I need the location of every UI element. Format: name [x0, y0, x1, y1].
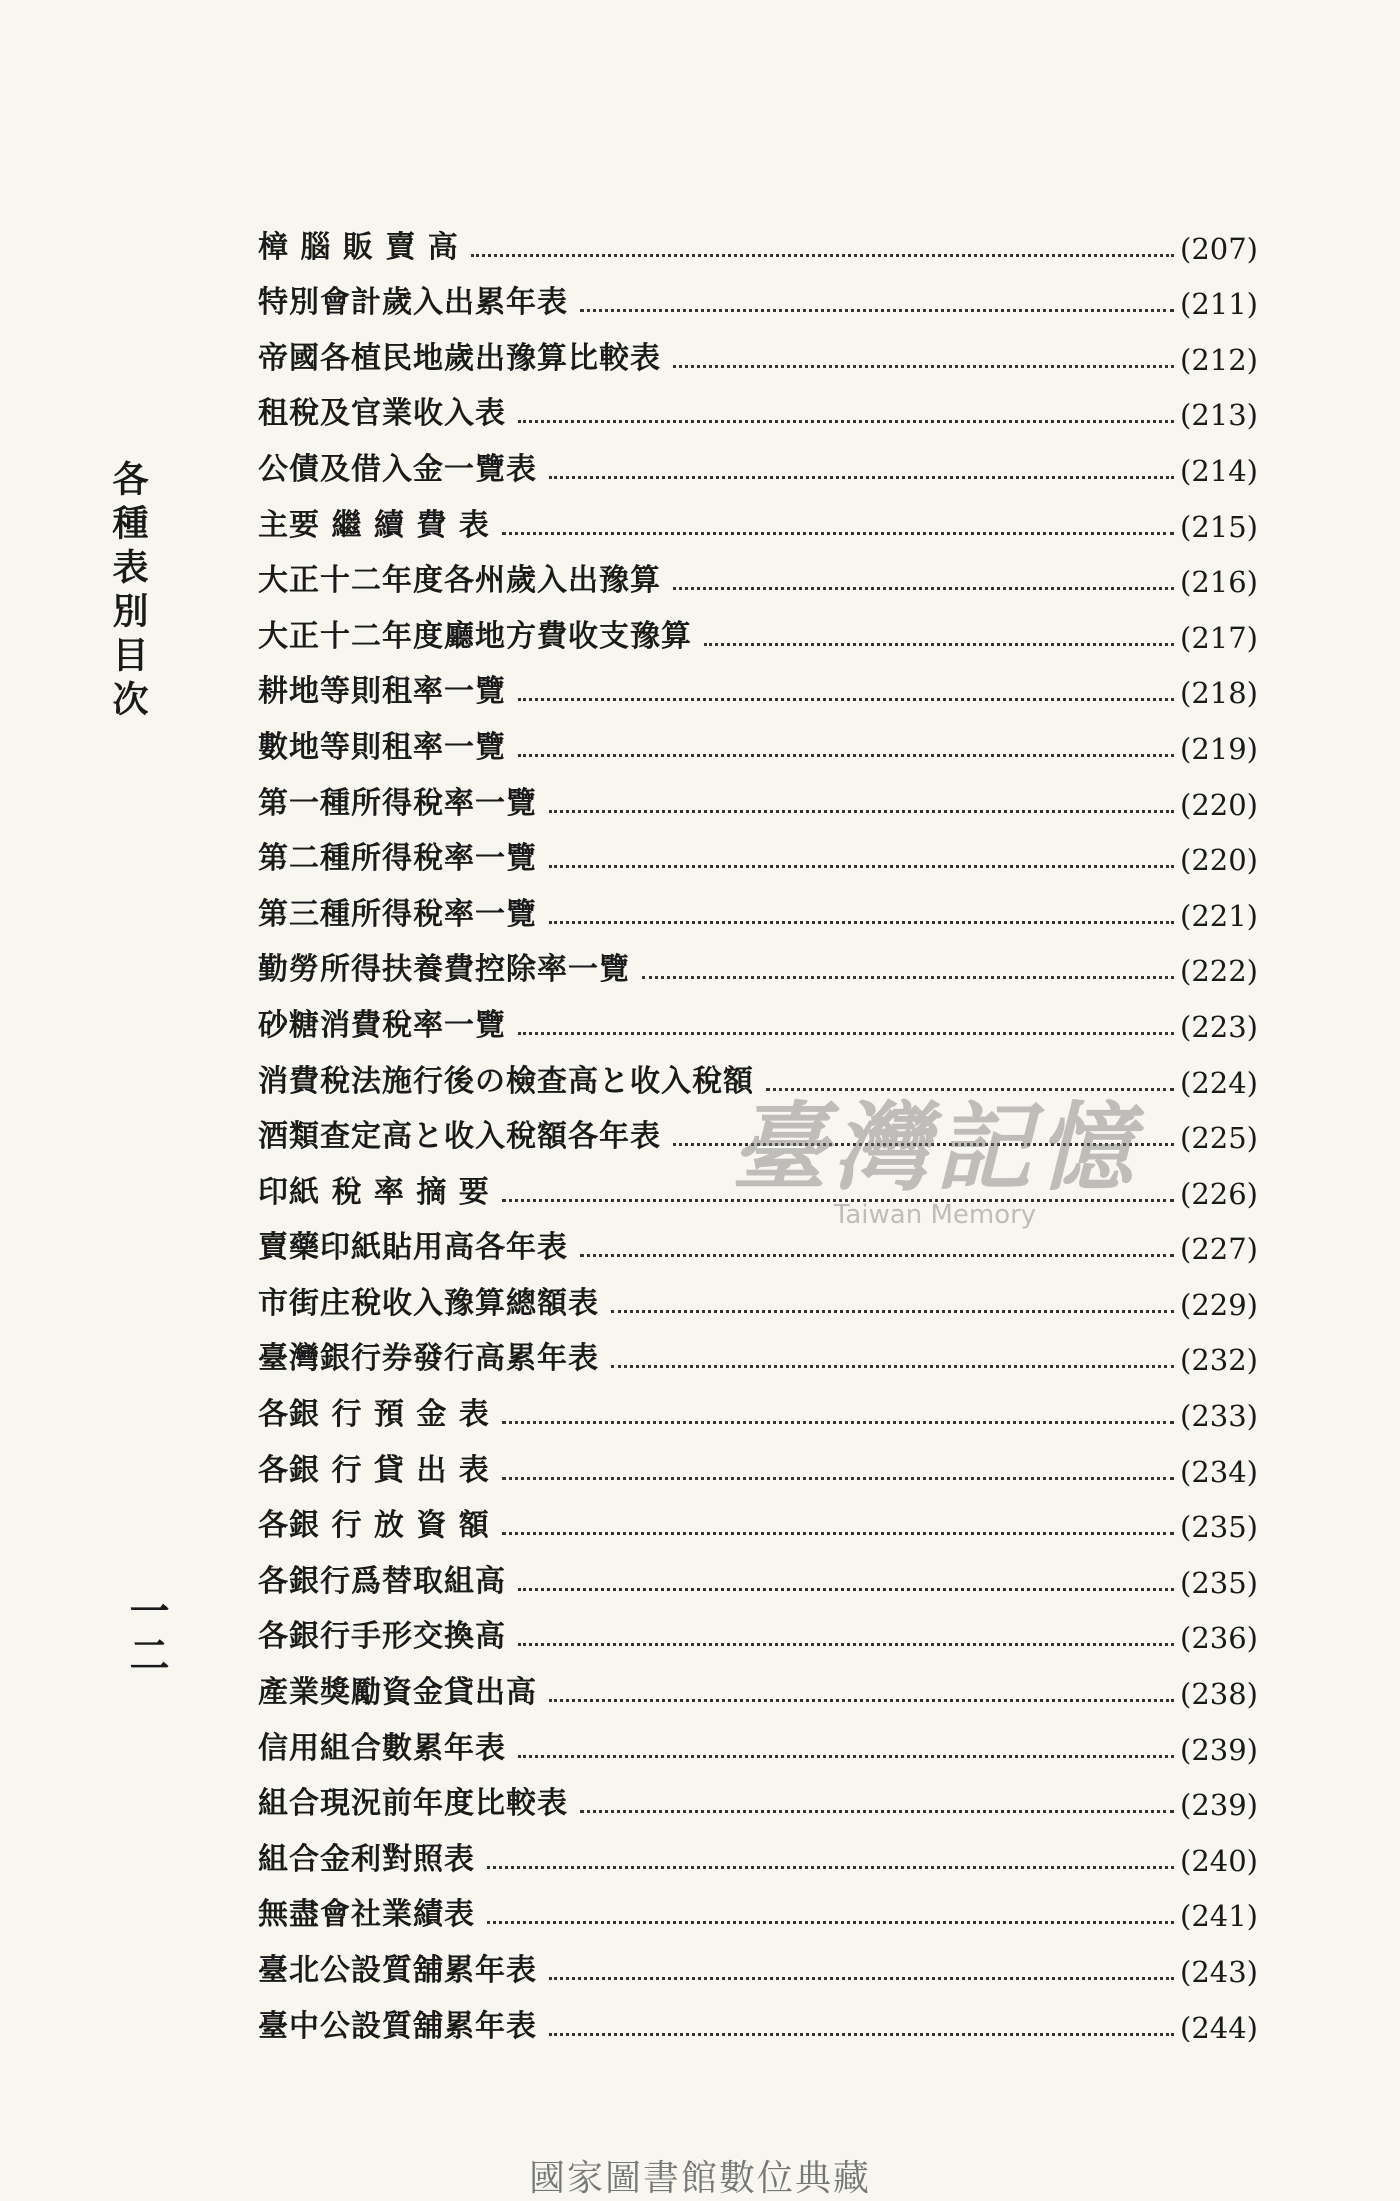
- dot-leader: [580, 1254, 1174, 1257]
- dot-leader: [549, 1977, 1174, 1980]
- dot-leader: [580, 1810, 1174, 1813]
- dot-leader: [502, 1532, 1174, 1535]
- toc-entry-title: 樟 腦 販 賣 高: [258, 229, 459, 265]
- dot-leader: [471, 254, 1174, 257]
- dot-leader: [673, 365, 1174, 368]
- toc-entry-title: 市街庄稅收入豫算總額表: [258, 1285, 599, 1321]
- toc-entry-page: (227): [1180, 1232, 1258, 1267]
- toc-entry-title: 臺灣銀行券發行高累年表: [258, 1341, 599, 1377]
- dot-leader: [518, 698, 1174, 701]
- toc-entry-title: 各銀 行 預 金 表: [258, 1397, 490, 1433]
- toc-entry-page: (235): [1180, 1510, 1258, 1545]
- toc-entry-title: 數地等則租率一覽: [258, 729, 506, 765]
- toc-entry-page: (232): [1180, 1343, 1258, 1378]
- toc-entry-title: 無盡會社業績表: [258, 1897, 475, 1933]
- toc-entry: [258, 1989, 1258, 2045]
- dot-leader: [487, 1921, 1174, 1924]
- toc-entry-page: (216): [1180, 565, 1258, 600]
- side-section-title: 各種表別目次: [107, 460, 149, 724]
- toc-entry-page: (225): [1180, 1121, 1258, 1156]
- dot-leader: [518, 420, 1174, 423]
- dot-leader: [580, 309, 1174, 312]
- toc-entry: [258, 1266, 1258, 1322]
- toc-entry-page: (207): [1180, 231, 1258, 266]
- toc-entry-page: (239): [1180, 1732, 1258, 1767]
- toc-entry-title: 印紙 稅 率 摘 要: [258, 1174, 490, 1210]
- toc-entry: [258, 1377, 1258, 1433]
- toc-entry-title: 帝國各植民地歲出豫算比較表: [258, 340, 661, 376]
- toc-entry: [258, 766, 1258, 822]
- toc-entry-page: (235): [1180, 1565, 1258, 1600]
- toc-entry: [258, 1544, 1258, 1600]
- toc-entry: [258, 488, 1258, 544]
- toc-entry-page: (217): [1180, 620, 1258, 655]
- toc-entry-title: 大正十二年度廳地方費收支豫算: [258, 618, 692, 654]
- dot-leader: [611, 1365, 1174, 1368]
- dot-leader: [549, 2033, 1174, 2036]
- dot-leader: [502, 532, 1174, 535]
- toc-entry-title: 租稅及官業收入表: [258, 396, 506, 432]
- toc-entry: [258, 1489, 1258, 1545]
- toc-entry-page: (212): [1180, 342, 1258, 377]
- toc-entry: [258, 432, 1258, 488]
- dot-leader: [518, 1032, 1174, 1035]
- dot-leader: [704, 643, 1174, 646]
- toc-entry-title: 第二種所得稅率一覽: [258, 841, 537, 877]
- dot-leader: [502, 1421, 1174, 1424]
- toc-entry-title: 各銀 行 放 資 額: [258, 1508, 490, 1544]
- toc-entry-page: (233): [1180, 1399, 1258, 1434]
- toc-entry-title: 酒類查定高と收入稅額各年表: [258, 1119, 661, 1155]
- toc-entry-page: (240): [1180, 1843, 1258, 1878]
- toc-entry: [258, 266, 1258, 322]
- dot-leader: [518, 1755, 1174, 1758]
- toc-entry-page: (241): [1180, 1899, 1258, 1934]
- toc-entry-page: (220): [1180, 787, 1258, 822]
- watermark-english: Taiwan Memory: [833, 1200, 1037, 1230]
- toc-entry-page: (226): [1180, 1176, 1258, 1211]
- toc-entry-title: 勤勞所得扶養費控除率一覽: [258, 952, 630, 988]
- dot-leader: [549, 810, 1174, 813]
- toc-entry-page: (218): [1180, 676, 1258, 711]
- toc-entry: [258, 1600, 1258, 1656]
- dot-leader: [673, 587, 1174, 590]
- toc-entry: [258, 210, 1258, 266]
- toc-entry-page: (236): [1180, 1621, 1258, 1656]
- toc-entry-page: (213): [1180, 398, 1258, 433]
- toc-entry-title: 消費稅法施行後の檢查高と收入稅額: [258, 1063, 754, 1099]
- toc-entry: [258, 1822, 1258, 1878]
- toc-entry: [258, 877, 1258, 933]
- toc-entry: [258, 655, 1258, 711]
- toc-entry: [258, 321, 1258, 377]
- toc-entry-title: 砂糖消費稅率一覽: [258, 1007, 506, 1043]
- toc-entry-page: (215): [1180, 509, 1258, 544]
- toc-entry: [258, 1767, 1258, 1823]
- toc-entry: [258, 710, 1258, 766]
- toc-entry-page: (221): [1180, 898, 1258, 933]
- toc-entry: [258, 988, 1258, 1044]
- toc-entry-title: 信用組合數累年表: [258, 1730, 506, 1766]
- toc-entry-title: 產業獎勵資金貸出高: [258, 1675, 537, 1711]
- toc-entry: [258, 377, 1258, 433]
- dot-leader: [518, 1588, 1174, 1591]
- toc-entry-page: (223): [1180, 1009, 1258, 1044]
- dot-leader: [549, 1699, 1174, 1702]
- side-page-number: 一二: [123, 1590, 170, 1678]
- toc-entry-page: (229): [1180, 1287, 1258, 1322]
- toc-entry-title: 耕地等則租率一覽: [258, 674, 506, 710]
- toc-entry-title: 公債及借入金一覽表: [258, 451, 537, 487]
- toc-entry: [258, 1655, 1258, 1711]
- dot-leader: [549, 921, 1174, 924]
- toc-entry-title: 臺北公設質舖累年表: [258, 1953, 537, 1988]
- toc-entry-title: 特別會計歲入出累年表: [258, 285, 568, 321]
- toc-entry-page: (222): [1180, 954, 1258, 989]
- toc-entry-title: 第三種所得稅率一覽: [258, 896, 537, 932]
- dot-leader: [502, 1477, 1174, 1480]
- watermark-chinese: 臺灣記憶: [731, 1091, 1139, 1204]
- toc-entry: [258, 1711, 1258, 1767]
- toc-entry-page: (234): [1180, 1454, 1258, 1489]
- toc-entry: [258, 1433, 1258, 1489]
- toc-entry-title: 組合金利對照表: [258, 1841, 475, 1877]
- toc-entry-title: 大正十二年度各州歲入出豫算: [258, 563, 661, 599]
- toc-entry-page: (238): [1180, 1677, 1258, 1712]
- dot-leader: [611, 1310, 1174, 1313]
- toc-entry: [258, 1933, 1258, 1989]
- toc-entry: [258, 933, 1258, 989]
- toc-entry: [258, 822, 1258, 878]
- toc-entry-page: (214): [1180, 453, 1258, 488]
- toc-entry-title: 各銀行爲替取組高: [258, 1563, 506, 1599]
- dot-leader: [487, 1866, 1174, 1869]
- toc-entry-page: (224): [1180, 1065, 1258, 1100]
- toc-entry-title: 主要 繼 續 費 表: [258, 507, 490, 543]
- toc-entry-page: (239): [1180, 1788, 1258, 1823]
- toc-entry-title: 臺中公設質舖累年表: [258, 2008, 537, 2044]
- dot-leader: [549, 865, 1174, 868]
- toc-entry-title: 賣藥印紙貼用高各年表: [258, 1230, 568, 1266]
- toc-entry-title: 第一種所得稅率一覽: [258, 785, 537, 821]
- toc-entry-title: 各銀行手形交換高: [258, 1619, 506, 1655]
- toc-entry-title: 組合現況前年度比較表: [258, 1786, 568, 1822]
- toc-entry-page: (220): [1180, 843, 1258, 878]
- toc-entry: [258, 599, 1258, 655]
- library-footer: 國家圖書館數位典藏: [528, 2158, 871, 2199]
- dot-leader: [518, 1643, 1174, 1646]
- toc-entry-page: (211): [1180, 287, 1258, 322]
- toc-entry: [258, 544, 1258, 600]
- toc-entry-page: (219): [1180, 731, 1258, 766]
- toc-entry: [258, 1322, 1258, 1378]
- dot-leader: [642, 976, 1174, 979]
- watermark: [700, 1091, 1170, 1230]
- dot-leader: [549, 476, 1174, 479]
- toc-entry-page: (244): [1180, 2010, 1258, 2045]
- toc-entry-title: 各銀 行 貸 出 表: [258, 1452, 490, 1488]
- toc-entry: [258, 1878, 1258, 1934]
- dot-leader: [518, 754, 1174, 757]
- toc-entry-page: (243): [1180, 1955, 1258, 1989]
